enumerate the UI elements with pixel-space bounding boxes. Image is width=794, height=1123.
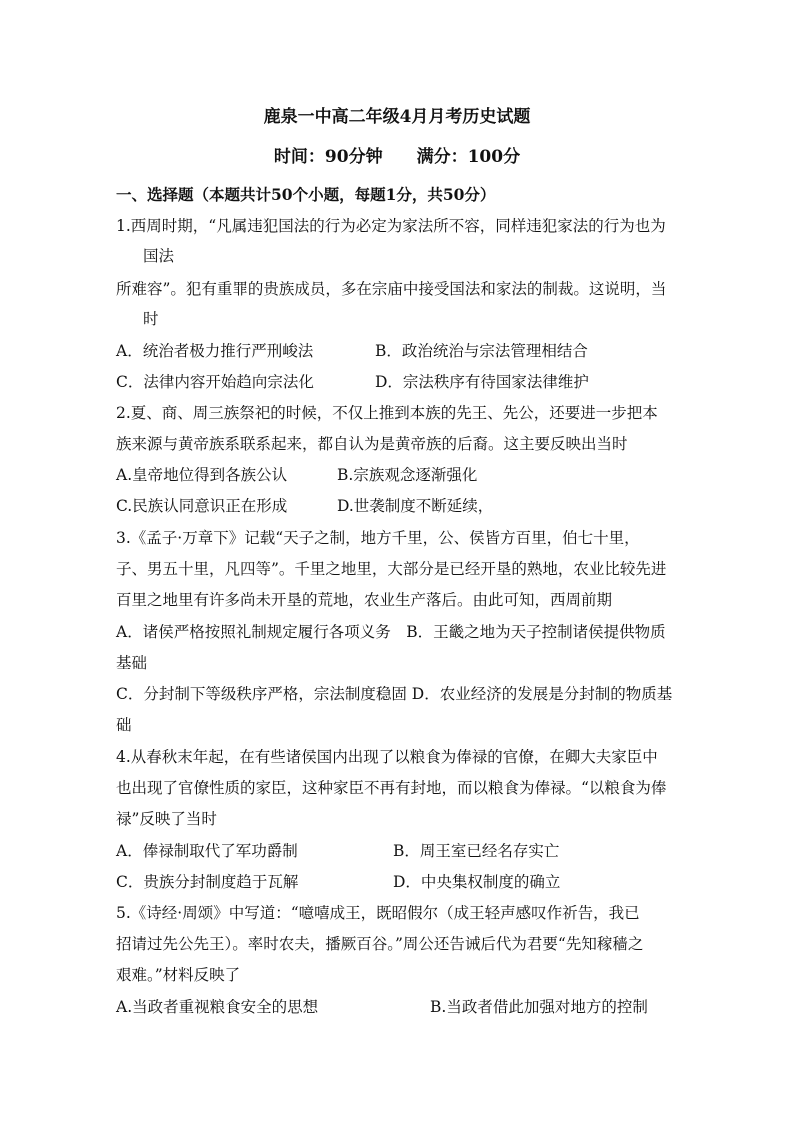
question-text-line: 族来源与黄帝族系联系起来，都自认为是黄帝族的后裔。这主要反映出当时 (116, 435, 628, 453)
option-c: C．贵族分封制度趋于瓦解 (116, 873, 299, 891)
exam-title: 鹿泉一中高二年级4月月考历史试题 (263, 107, 531, 127)
option-line: A．诸侯严格按照礼制规定履行各项义务 B．王畿之地为天子控制诸侯提供物质 (116, 623, 666, 641)
question-text-line: 4.从春秋末年起，在有些诸侯国内出现了以粮食为俸禄的官僚，在卿大夫家臣中 (116, 748, 658, 766)
question-text-line: 艰难。”材料反映了 (116, 966, 241, 984)
option-d: D．宗法秩序有待国家法律维护 (375, 373, 589, 391)
option-b: B.当政者借此加强对地方的控制 (430, 998, 648, 1016)
question-text-line: 2.夏、商、周三族祭祀的时候，不仅上推到本族的先王、先公，还要进一步把本 (116, 404, 658, 422)
option-d: D.世袭制度不断延续， (337, 497, 494, 515)
option-line: C．分封制下等级秩序严格，宗法制度稳固 D．农业经济的发展是分封制的物质基 (116, 685, 673, 703)
option-a: A.皇帝地位得到各族公认 (116, 466, 288, 484)
option-d: D．中央集权制度的确立 (393, 873, 561, 891)
option-line: 基础 (116, 654, 148, 672)
question-text-line: 3.《孟子·万章下》记载“天子之制，地方千里，公、侯皆方百里，伯七十里， (116, 529, 640, 547)
question-text-line: 时 (143, 310, 159, 328)
exam-full-score: 满分：100分 (416, 147, 521, 167)
question-text-line: 也出现了官僚性质的家臣，这种家臣不再有封地，而以粮食为俸禄。“以粮食为俸 (116, 779, 667, 797)
question-text-line: 子、男五十里，凡四等”。千里之地里，大部分是已经开垦的熟地，农业比较先进 (116, 560, 667, 578)
option-a: A.当政者重视粮食安全的思想 (116, 998, 319, 1016)
question-text-line: 百里之地里有许多尚未开垦的荒地，农业生产落后。由此可知，西周前期 (116, 591, 613, 609)
exam-time: 时间：90分钟 (273, 147, 383, 167)
option-b: B．周王室已经名存实亡 (393, 842, 560, 860)
option-c: C.民族认同意识正在形成 (116, 497, 288, 515)
question-text-line: 1.西周时期，“凡属违犯国法的行为必定为家法所不容，同样违犯家法的行为也为 (116, 217, 666, 235)
question-text-line: 5.《诗经·周颂》中写道：“噫嘻成王，既昭假尔（成王轻声感叹作祈告，我已 (116, 904, 640, 922)
question-text-line: 禄”反映了当时 (116, 810, 217, 828)
option-a: A．统治者极力推行严刑峻法 (116, 342, 314, 360)
question-text-line: 招请过先公先王）。率时农夫，播厥百谷。”周公还告诫后代为君要“先知稼穑之 (116, 935, 644, 953)
section-heading: 一、选择题（本题共计50个小题，每题1分，共50分） (116, 185, 496, 204)
option-c: C．法律内容开始趋向宗法化 (116, 373, 314, 391)
question-text-line: 国法 (143, 247, 175, 265)
option-b: B．政治统治与宗法管理相结合 (375, 342, 588, 360)
question-text-line: 所难容”。犯有重罪的贵族成员，多在宗庙中接受国法和家法的制裁。这说明，当 (116, 280, 667, 298)
option-line: 础 (116, 716, 132, 734)
exam-subtitle (0, 146, 794, 168)
option-a: A．俸禄制取代了军功爵制 (116, 842, 298, 860)
option-b: B.宗族观念逐渐强化 (337, 466, 478, 484)
